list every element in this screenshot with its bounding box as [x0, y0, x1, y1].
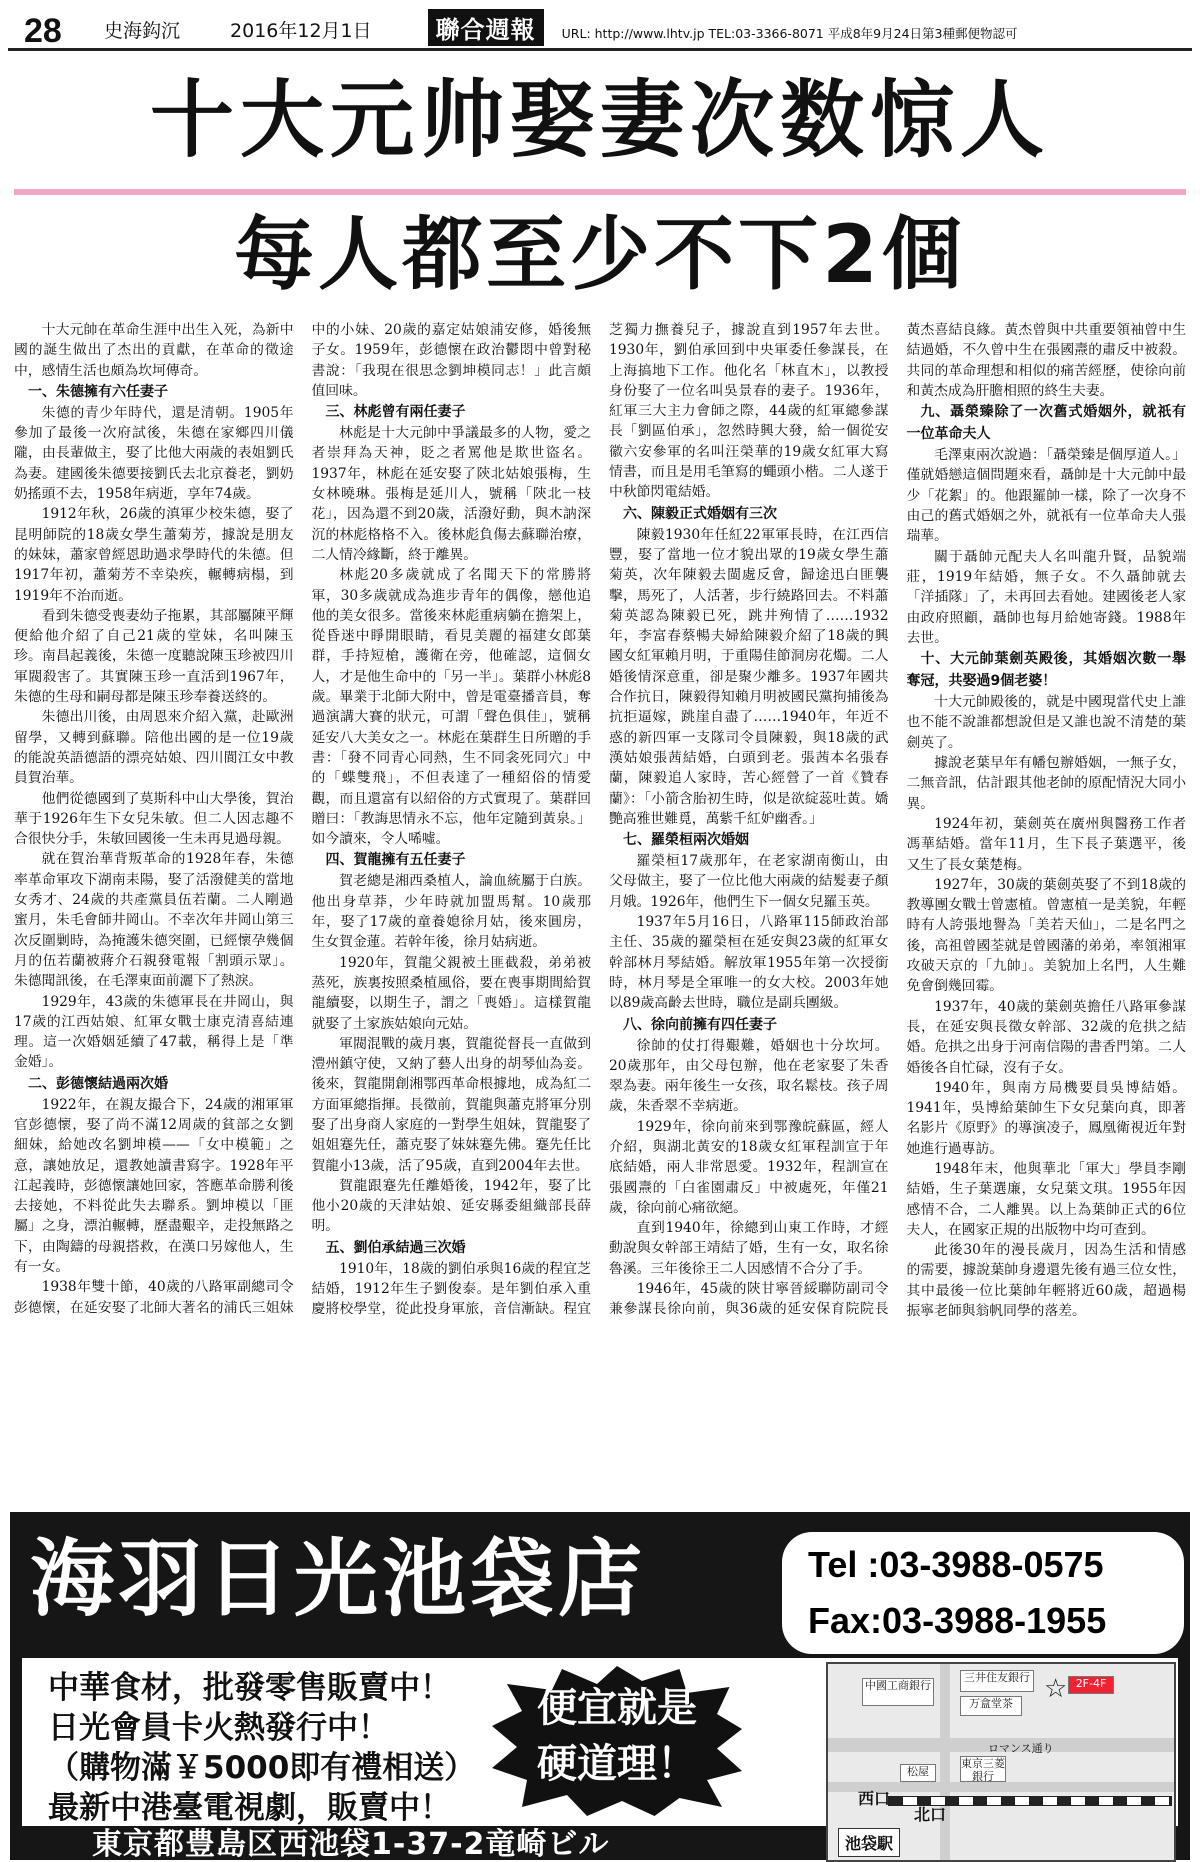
- contact-box: [782, 1532, 1184, 1654]
- shop-floor-label: 2F-4F: [1068, 1676, 1114, 1694]
- subheadline: 每人都至少不下2個: [234, 208, 966, 301]
- headline: 十大元帅娶妻次数惊人: [149, 71, 1050, 169]
- page-header: [8, 14, 1192, 51]
- location-map: [826, 1662, 1176, 1862]
- section-heading: 五、劉伯承結過三次婚: [325, 1239, 466, 1256]
- paragraph: 1920年，賀龍父親被土匪截殺，弟弟被蒸死，族裏按照桑植風俗，要在喪事期間給賀龍續娶，以期生子，謂之「喪婚」。這樣賀龍就娶了土家族姑娘向元姑。: [311, 954, 591, 1032]
- paragraph: 林彪是十大元帥中爭議最多的人物，愛之者崇拜為天神，貶之者罵他是欺世盜名。1937年，林彪在延安娶了陝北姑娘張梅，生女林曉琳。張梅是延川人，號稱「陝北一枝花」，因為還不到20歲，活潑好動，與木訥深沉的林彪格格不入。後林彪負傷去蘇聯治療，二人情冷緣斷，終于離異。: [311, 425, 591, 563]
- paragraph: 他們從德國到了莫斯科中山大學後，賀治華于1926年生下女兒朱敏。但二人因志趣不合很快分手，朱敏回國後一生未再見過母親。: [14, 790, 294, 848]
- publication-meta: URL: http://www.lhtv.jp TEL:03-3366-8071 平成8年9月24日第3種郵便物認可: [561, 26, 1018, 41]
- paragraph: 1924年初，葉劍英在廣州與醫務工作者馮華結婚。當年11月，生下長子葉選平，後又生了長女葉楚梅。: [906, 815, 1186, 873]
- paragraph: 毛澤東兩次說過：「聶榮臻是個厚道人。」僅就婚戀這個問題來看，聶帥是十大元帥中最少「花絮」的。他跟羅帥一樣，除了一次身不由己的舊式婚姻之外，就祇有一位革命夫人張瑞華。: [906, 447, 1186, 545]
- section-heading: 九、聶榮臻除了一次舊式婚姻外，就祇有一位革命夫人: [906, 404, 1186, 443]
- paragraph: 1946年，45歲的陝甘寧晉綏聯防副司令兼參謀長徐向前，與36歲的延安保育院院長黃杰喜結良緣。黃杰曾與中共重要領袖曾中生結過婚，不久曾中生在張國燾的肅反中被殺。共同的革命理想和相似的痛苦經歷，使徐向前和黃杰成為肝膽相照的終生夫妻。: [609, 322, 1186, 1318]
- paragraph: 關于聶帥元配夫人名叫龍升賢，品貌端莊，1919年結婚，無子女。不久聶帥就去「洋插隊」了，未再回去看她。建國後老人家由政府照顧，聶帥也每月給她寄錢。1988年去世。: [906, 548, 1186, 646]
- paragraph: 1948年末，他與華北「軍大」學員李剛結婚，生子葉選廉，女兒葉文琪。1955年因感情不合，二人離異。以上為葉帥正式的6位夫人，在國家正規的出版物中均可查到。: [906, 1160, 1186, 1238]
- paragraph: 就在賀治華背叛革命的1928年春，朱德率革命軍攻下湖南耒陽，娶了活潑健美的當地女秀才、24歲的共產黨員伍若蘭。二人剛過蜜月，朱毛會師井岡山。不幸次年井岡山第三次反圍剿時，為掩護朱德突圍，已經懷孕幾個月的伍若蘭被蔣介石親發電報「割頭示眾」。朱德聞訊後，在毛澤東面前灑下了熱淚。: [14, 851, 294, 990]
- phone-number: Tel :03-3988-0575: [808, 1544, 1104, 1585]
- paragraph: 看到朱德受喪妻幼子拖累，其部屬陳平輝便給他介紹了自己21歲的堂妹，名叫陳玉珍。南昌起義後，朱德一度聽說陳玉珍被四川軍閥殺害了。其實陳玉珍一直活到1967年，朱德的生母和嗣母都是陳玉珍奉養送終的。: [14, 607, 294, 706]
- headline-divider: [14, 189, 1186, 195]
- paragraph: 此後30年的漫長歲月，因為生活和情感的需要，據說葉帥身邊還先後有過三位女性，其中最後一位比葉帥年輕將近60歲，超過楊振寧老師與翁帆同學的落差。: [906, 1242, 1186, 1320]
- paragraph: 賀老總是湘西桑植人，論血統屬于白族。他出身草莽，少年時就加盟馬幫。10歲那年，娶了17歲的童養媳徐月姑，後來圓房，生女賀金蓮。若幹年後，徐月姑病逝。: [311, 873, 591, 951]
- fax-number: Fax:03-3988-1955: [808, 1600, 1107, 1641]
- section-heading: 八、徐向前擁有四任妻子: [623, 1016, 777, 1033]
- paragraph: 徐帥的仗打得艱難，婚姻也十分坎坷。20歲那年，由父母包辦，他在老家娶了朱香翠為妻。兩年後生一女孩，取名鬆枝。孩子周歲，朱香翠不幸病逝。: [609, 1037, 889, 1115]
- map-building: 三井住友銀行: [960, 1670, 1034, 1692]
- paragraph: 1940年，與南方局機要員吳博結婚。1941年，吳博給葉帥生下女兒葉向真，即著名影片《原野》的導演凌子，鳳凰衛視近年對她進行過專訪。: [906, 1079, 1186, 1157]
- paragraph: 據說老葉早年有幡包辦婚姻，一無子女，二無音訊，估計跟其他老帥的原配情況大同小異。: [906, 755, 1186, 812]
- section-heading: 十、大元帥葉劍英殿後，其婚姻次數一舉奪冠，共娶過9個老婆！: [906, 651, 1186, 690]
- section-heading: 三、林彪曾有兩任妻子: [325, 404, 466, 421]
- section-heading: 七、羅榮桓兩次婚姻: [623, 832, 749, 849]
- map-building: 東京三菱銀行: [961, 1757, 1005, 1783]
- section-heading: 二、彭德懷結過兩次婚: [28, 1075, 168, 1092]
- map-west-exit: 西口: [858, 1789, 891, 1808]
- paragraph: 1922年，在親友撮合下，24歲的湘軍軍官彭德懷，娶了尚不滿12周歲的貧部之女劉細妹，給她改名劉坤模——「女中模範」之意，讓她放足，還教她讀書寫字。1928年平江起義時，彭德懷讓她回家，答應革命勝利後去接她，不料從此失去聯系。劉坤模以「匪屬」之身，漂泊輾轉，歷盡艱辛，走投無路之下，由陶鑄的母親搭救，在漢口另嫁他人，生有一女。: [14, 1096, 294, 1276]
- paragraph: 軍閥混戰的歲月裏，賀龍從督長一直做到澧州鎮守使，又納了藝人出身的胡琴仙為妾。後來，賀龍開創湘鄂西革命根據地，成為紅二方面軍總指揮。長徵前，賀龍與蕭克將軍分別娶了出身商人家庭的一對學生姐妹，賀龍娶了姐姐蹇先任，蕭克娶了妹妹蹇先佛。蹇先任比賀龍小13歲，活了95歲，直到2004年去世。: [311, 1035, 591, 1174]
- street-name: ロマンス通り: [988, 1742, 1054, 1755]
- paragraph: 十大元帥殿後的，就是中國現當代史上誰也不能不說誰都想說但是又誰也說不清楚的葉劍英了。: [906, 694, 1186, 751]
- slogan-line: 便宜就是: [537, 1685, 697, 1731]
- paragraph: 1929年，徐向前來到鄂豫皖蘇區，經人介紹，與湖北黃安的18歲女紅軍程訓宣于年底結婚，兩人非常恩愛。1932年，程訓宣在張國燾的「白雀園肅反」中被處死，年僅21歲，徐向前心痛欲絕。: [609, 1118, 889, 1216]
- section-heading: 六、陳毅正式婚姻有三次: [623, 505, 777, 522]
- paragraph: 1927年，30歲的葉劍英娶了不到18歲的教導團女戰士曾憲植。曾憲植一是美貌，年輕時有人誇張地譽為「美若天仙」，二是名門之後，高祖曾國荃就是曾國藩的弟弟，率領湘軍攻破天京的「九帥」。美貌加上名門，人生難免會倒幾回霉。: [906, 876, 1186, 995]
- starburst-slogan: [492, 1680, 742, 1792]
- paragraph: 朱德出川後，由周恩來介紹入黨，赴歐洲留學，又轉到蘇聯。陪他出國的是一位19歲的能說英語德語的漂亮姑娘、四川閬江女中教員賀治華。: [14, 709, 294, 787]
- shop-name: 海羽日光池袋店: [30, 1530, 647, 1628]
- paragraph: 直到1940年，徐總到山東工作時，才經動說與女幹部王靖結了婚，生有一女，取名徐魯溪。三年後徐王二人因感情不合分了手。: [609, 1220, 889, 1277]
- section-heading: 四、賀龍擁有五任妻子: [325, 852, 466, 869]
- issue-date: 2016年12月1日: [230, 20, 372, 42]
- map-building: 万盒堂茶: [960, 1696, 1022, 1716]
- paragraph: 林彪20多歲就成了名聞天下的常勝將軍，30多歲就成為進步青年的偶像，戀他追他的美女很多。當後來林彪重病躺在擔架上，從昏迷中睜開眼睛，看見美麗的福建女郎葉群，手持短槍，護衛在旁，他確認，這個女人，才是他生命中的「另一半」。葉群小林彪8歲。畢業于北師大附中，曾是電臺播音員，奪過演講大賽的狀元，可謂「聲色俱佳」，號稱延安八大美女之一。林彪在葉群生日所贈的手書：「發不同青心同熱，生不同衾死同穴」中的「蝶雙飛」，不但表達了一種紹俗的情愛觀，而且還富有以紹俗的方式實現了。葉群回贈曰：「教誨思情永不忘，他年定隨到黃泉。」如今讀來，令人唏噓。: [311, 567, 591, 848]
- map-building: 松屋: [900, 1764, 936, 1782]
- article-intro: 十大元帥在革命生涯中出生入死，為新中國的誕生做出了杰出的貢獻，在革命的徵途中，感情生活也頗為坎坷傳奇。: [14, 322, 294, 379]
- promo-line: 中華食材，批發零售販賣中！: [48, 1670, 451, 1706]
- paragraph: 1912年秋，26歲的滇軍少校朱德，娶了昆明師院的18歲女學生蕭菊芳，據說是朋友的妹妹，蕭家曾經恩助過求學時代的朱德。但1917年初，蕭菊芳不幸染疾，輾轉病榻，到1919年不治而逝。: [14, 506, 294, 604]
- article-body: [14, 320, 1186, 1506]
- map-station: 池袋駅: [838, 1828, 900, 1857]
- paragraph: 1938年雙十節，40歲的八路軍副總司令彭德懷，在延安娶了北師大著名的浦氏三姐妹中的小妹、20歲的嘉定姑娘浦安修，婚後無子女。1959年，彭德懷在政治鬱悶中曾對秘書說：「我現在很思念劉坤模同志！」此言頗值回味。: [14, 322, 591, 1316]
- section-name: 史海鈎沉: [104, 20, 181, 42]
- shop-location-star-icon: ☆: [1044, 1674, 1068, 1704]
- paragraph: 1910年，18歲的劉伯承與16歲的程宜芝結婚，1912年生子劉俊泰。是年劉伯承入重慶將校學堂，從此投身軍旅，音信漸缺。程宜芝獨力撫養兒子，據說直到1957年去世。1930年，劉伯承回到中央軍委任參謀長，在上海搞地下工作。他化名「林直木」，以教授身份娶了一位名叫吳景春的妻子。1936年，紅軍三大主力會師之際，44歲的紅軍總參謀長「劉區伯承」，忽然時興大發，給一個從安徽六安參軍的名叫汪榮華的19歲女紅軍大寫情書，而且是用毛筆寫的蠅頭小楷。二人遂于中秋節閃電結婚。: [311, 322, 889, 1318]
- paragraph: 賀龍跟蹇先任離婚後，1942年，娶了比他小20歲的天津姑娘、延安縣委組織部長薛明。: [311, 1177, 591, 1235]
- promo-line: 日光會員卡火熱發行中！: [48, 1710, 389, 1746]
- promo-line: （購物滿￥5000即有禮相送）: [48, 1750, 476, 1786]
- shop-address: 東京都豊島区西池袋1-37-2竜崎ビル: [92, 1827, 610, 1862]
- shop-advertisement: [10, 1512, 1190, 1860]
- paragraph: 羅榮桓17歲那年，在老家湖南衡山，由父母做主，娶了一位比他大兩歲的結髮妻子顏月娥。1926年，他們生下一個女兒羅玉英。: [609, 853, 889, 910]
- slogan-line: 硬道理！: [537, 1741, 697, 1787]
- map-building: 中國工商銀行: [862, 1678, 934, 1706]
- paragraph: 1929年，43歲的朱德軍長在井岡山，與17歲的江西姑娘、紅軍女戰士康克清喜結連理。這一次婚姻延續了47載，稱得上是「準金婚」。: [14, 993, 294, 1071]
- map-road: [940, 1664, 950, 1860]
- paragraph: 朱德的青少年時代，還是清朝。1905年參加了最後一次府試後，朱德在家鄉四川儀隴，由長輩做主，娶了比他大兩歲的表姐劉氏為妻。建國後朱德要接劉氏去北京養老，劉奶奶搖頭不去，1958年病逝，享年74歲。: [14, 404, 294, 503]
- page-number: 28: [24, 12, 62, 50]
- promo-line: 最新中港臺電視劇，販賣中！: [48, 1790, 451, 1826]
- section-heading: 一、朱德擁有六任妻子: [28, 383, 168, 400]
- promo-lines: [48, 1668, 475, 1828]
- paper-logo: 聯合週報: [428, 9, 544, 46]
- map-north-exit: 北口: [914, 1805, 947, 1824]
- paragraph: 1937年，40歲的葉劍英擔任八路軍參謀長，在延安與長徵女幹部、32歲的危拱之結婚。危拱之出身于河南信陽的書香門第。二人婚後各自忙碌，沒有子女。: [906, 998, 1186, 1076]
- paragraph: 陳毅1930年任紅22軍軍長時，在江西信豐，娶了當地一位才貌出眾的19歲女學生蕭菊英，次年陳毅去閩處反會，歸途迅白匪襲擊，馬死了，人活著，步行繞路回去。不料蕭菊英認為陳毅已死，跳井殉情了……1932年，李富春蔡暢夫婦給陳毅介紹了18歲的興國女紅軍賴月明，于重陽佳節洞房花燭。二人婚後情深意重，卻是聚少離多。1937年國共合作抗日，陳毅得知賴月明被國民黨拘捕後為抗拒逼嫁，跳崖自盡了……1940年，年近不惑的新四軍一支隊司令員陳毅，與18歲的武漢姑娘張茜結婚，白頭到老。張茜本名張春蘭，陳毅追人家時，苦心經營了一首《贊春蘭》：「小箭含胎初生時，似是欲綻蕊吐黃。嬌艷高雅世難覓，萬紫千紅妒幽香。」: [609, 526, 889, 827]
- paragraph: 1937年5月16日，八路軍115師政治部主任、35歲的羅榮桓在延安與23歲的紅軍女幹部林月琴結婚。解放軍1955年第一次授銜時，林月琴是全軍唯一的女大校。2003年她以89歲高齡去世時，職位是副兵團級。: [609, 914, 889, 1012]
